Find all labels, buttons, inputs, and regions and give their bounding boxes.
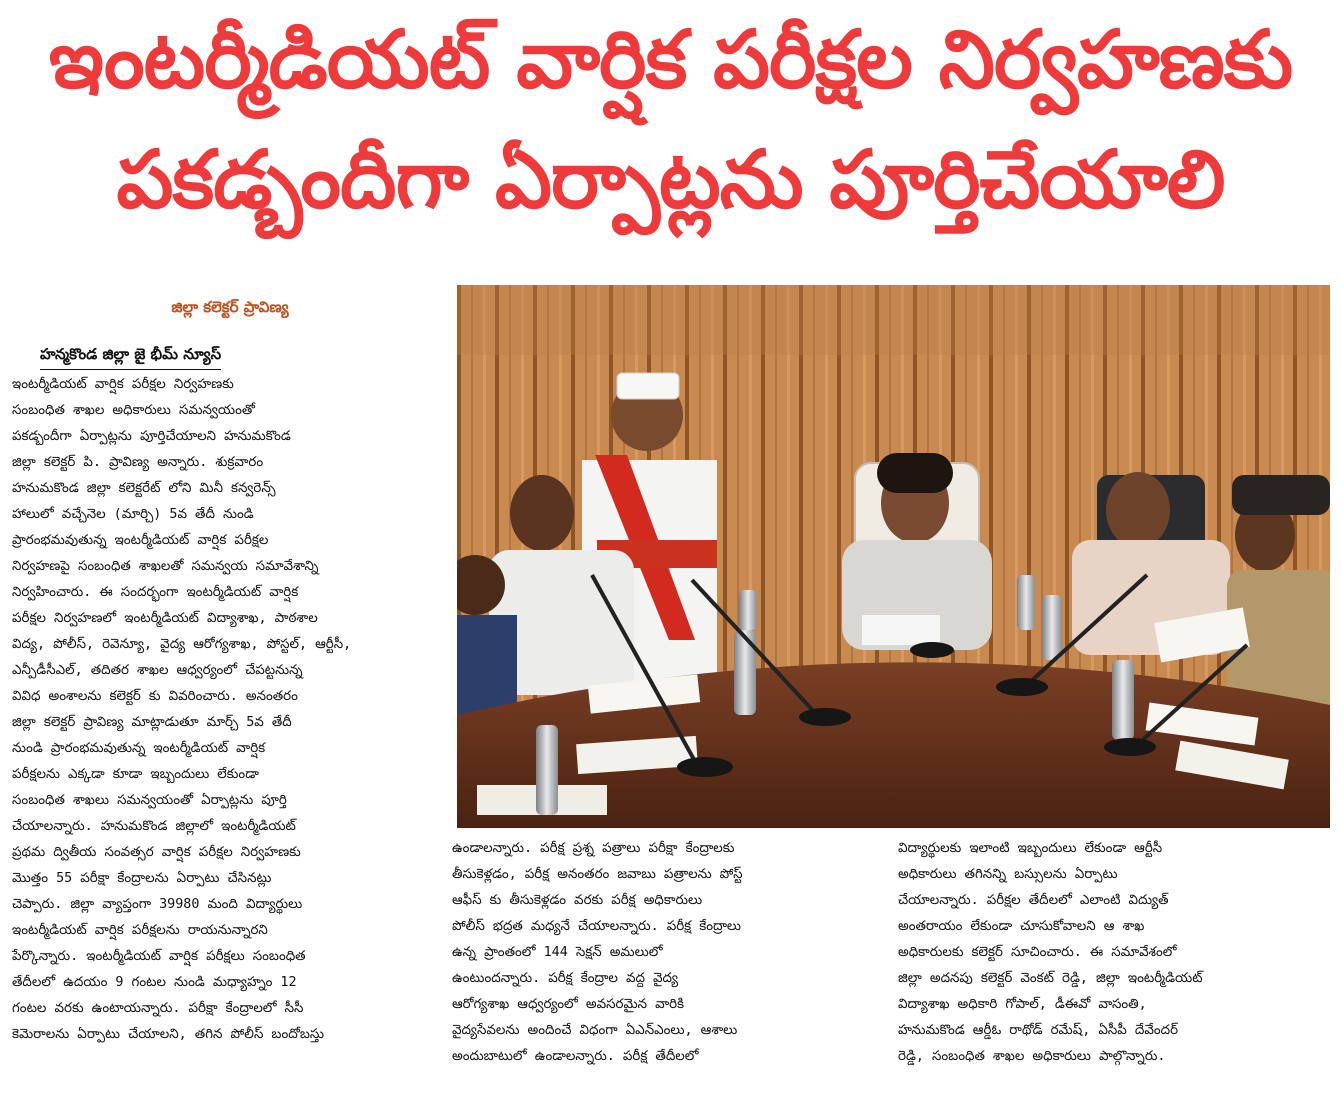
dateline: హన్మకొండ జిల్లా జై భీమ్ న్యూస్	[40, 345, 221, 370]
byline: జిల్లా కలెక్టర్ ప్రావిణ్య	[171, 298, 289, 316]
text-line: వివిధ అంశాలను కలెక్టర్ కు వివరించారు. అనంతరం	[12, 689, 298, 704]
text-line: చేయాలన్నారు. పరీక్షల తేదీలలో ఎలాంటి విద్యుత్	[898, 893, 1169, 908]
text-line: పేర్కొన్నారు. ఇంటర్మీడియట్ వార్షిక పరీక్షలు సంబంధిత	[12, 949, 306, 964]
article-column-2	[452, 836, 882, 1070]
text-line: సంబంధిత శాఖల అధికారులు సమన్వయంతో	[12, 403, 256, 418]
text-line: అందుబాటులో ఉండాలన్నారు. పరీక్ష తేదీలలో	[452, 1049, 699, 1064]
meeting-photo	[457, 285, 1330, 828]
text-line: నిర్వహించారు. ఈ సందర్భంగా ఇంటర్మీడియట్ వార్షిక	[12, 585, 299, 600]
article-column-3	[898, 836, 1333, 1070]
text-line: రెడ్డి, సంబంధిత శాఖల అధికారులు పాల్గొన్నారు.	[898, 1049, 1166, 1064]
text-line: విద్య, పోలీస్, రెవెన్యూ, వైద్య ఆరోగ్యశాఖ, పోస్టల్, ఆర్టీసీ,	[12, 637, 352, 652]
text-line: అంతరాయం లేకుండా చూసుకోవాలని ఆ శాఖ	[898, 919, 1145, 934]
text-line: ఆరోగ్యశాఖ ఆధ్వర్యంలో అవసరమైన వారికి	[452, 997, 685, 1012]
text-line: జిల్లా అదనపు కలెక్టర్ వెంకట్ రెడ్డి, జిల్లా ఇంటర్మీడియట్	[898, 971, 1203, 986]
headline-text: ఇంటర్మీడియట్ వార్షిక పరీక్షల నిర్వహణకు	[48, 13, 1293, 106]
text-line: ఇంటర్మీడియట్ వార్షిక పరీక్షల నిర్వహణకు	[12, 377, 234, 392]
text-line: పోలీస్ భద్రత మధ్యనే చేయాలన్నారు. పరీక్ష కేంద్రాలు	[452, 919, 742, 934]
text-line: అధికారులు తగినన్ని బస్సులను ఏర్పాటు	[898, 867, 1118, 882]
text-line: పరీక్షల నిర్వహణలో ఇంటర్మీడియట్ విద్యాశాఖ, పాఠశాల	[12, 611, 318, 626]
text-line: ఉండాలన్నారు. పరీక్ష ప్రశ్న పత్రాలు పరీక్షా కేంద్రాలకు	[452, 841, 735, 856]
text-line: ఆఫీస్ కు తీసుకెళ్లడం వరకు పరీక్ష అధికారులు	[452, 893, 703, 908]
text-line: నుండి ప్రారంభమవుతున్న ఇంటర్మీడియట్ వార్షిక	[12, 741, 266, 756]
text-line: మొత్తం 55 పరీక్షా కేంద్రాలను ఏర్పాటు చేసినట్లు	[12, 871, 272, 886]
text-line: ఉన్న ప్రాంతంలో 144 సెక్షన్ అమలులో	[452, 945, 663, 960]
headline-text: పకడ్బందీగా ఏర్పాట్లను పూర్తిచేయాలి	[116, 133, 1225, 226]
text-line: పరీక్షలను ఎక్కడా కూడా ఇబ్బందులు లేకుండా	[12, 767, 259, 782]
text-line: వైద్యసేవలను అందించే విధంగా ఏఎన్ఎంలు, ఆశాలు	[452, 1023, 738, 1038]
text-line: నిర్వహణపై సంబంధిత శాఖలతో సమన్వయ సమావేశాన్ని	[12, 559, 319, 574]
text-line: విద్యార్థులకు ఇలాంటి ఇబ్బందులు లేకుండా ఆర్టీసీ	[898, 841, 1163, 856]
text-line: సంబంధిత శాఖలు సమన్వయంతో ఏర్పాట్లను పూర్తి	[12, 793, 287, 808]
text-line: హాలులో వచ్చేనెల (మార్చి) 5వ తేదీ నుండి	[12, 507, 254, 522]
text-line: చెప్పారు. జిల్లా వ్యాప్తంగా 39980 మంది విద్యార్థులు	[12, 897, 303, 912]
text-line: ఉంటుందన్నారు. పరీక్ష కేంద్రాల వద్ద వైద్య	[452, 971, 679, 986]
text-line: ఎన్పీడీసీఎల్, తదితర శాఖల ఆధ్వర్యంలో చేపట్టనున్న	[12, 663, 303, 678]
text-line: హనుమకొండ ఆర్డీఓ రాథోడ్ రమేష్, ఏసీపీ దేవేందర్	[898, 1023, 1179, 1038]
article-column-1	[12, 372, 437, 1048]
text-line: చేయాలన్నారు. హనుమకొండ జిల్లాలో ఇంటర్మీడియట్	[12, 819, 296, 834]
text-line: హనుమకొండ జిల్లా కలెక్టరేట్ లోని మినీ కన్వరెన్స్	[12, 481, 276, 496]
text-line: ప్రథమ ద్వితీయ సంవత్సర వార్షిక పరీక్షల నిర్వహణకు	[12, 845, 301, 860]
headline-line-2	[0, 133, 1341, 226]
text-line: విద్యాశాఖ అధికారి గోపాల్, డీఈవో వాసంతి,	[898, 997, 1147, 1012]
text-line: జిల్లా కలెక్టర్ ప్రావిణ్య మాట్లాడుతూ మార్చ్ 5వ తేదీ	[12, 715, 292, 730]
text-line: కెమెరాలను ఏర్పాటు చేయాలని, తగిన పోలీస్ బందోబస్తు	[12, 1027, 324, 1042]
text-line: తీసుకెళ్లడం, పరీక్ష అనంతరం జవాబు పత్రాలను పోస్ట్	[452, 867, 743, 882]
text-line: పకడ్బందీగా ఏర్పాట్లను పూర్తిచేయాలని హనుమకొండ	[12, 429, 291, 444]
headline-line-1	[0, 13, 1341, 106]
text-line: గంటల వరకు ఉంటాయన్నారు. పరీక్షా కేంద్రాలలో సీసీ	[12, 1001, 304, 1016]
text-line: ఇంటర్మీడియట్ వార్షిక పరీక్షలను రాయనున్నారని	[12, 923, 268, 938]
text-line: అధికారులకు కలెక్టర్ సూచించారు. ఈ సమావేశంలో	[898, 945, 1177, 960]
text-line: ప్రారంభమవుతున్న ఇంటర్మీడియట్ వార్షిక పరీక్షల	[12, 533, 269, 548]
text-line: జిల్లా కలెక్టర్ పి. ప్రావిణ్య అన్నారు. శుక్రవారం	[12, 455, 264, 470]
text-line: తేదీలలో ఉదయం 9 గంటల నుండి మధ్యాహ్నం 12	[12, 975, 297, 990]
